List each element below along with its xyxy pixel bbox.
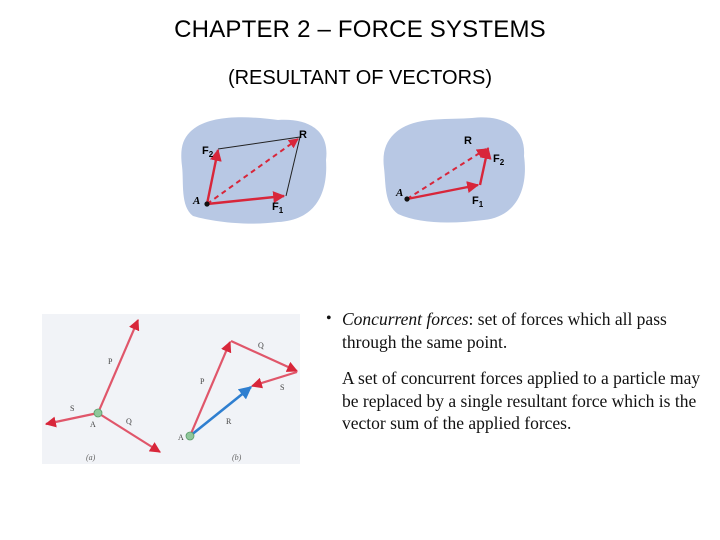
concurrent-forces-figure	[42, 314, 300, 464]
label-r: R	[299, 129, 307, 141]
application-point	[404, 196, 409, 201]
label-a: A	[396, 187, 404, 199]
label-f2: $F_2$	[493, 153, 505, 167]
triangle-rule-figure	[380, 112, 528, 226]
concurrent-forces-text	[326, 308, 706, 435]
figure-panel	[42, 314, 300, 464]
label-a: A	[90, 420, 96, 429]
application-point	[94, 409, 102, 417]
label-q: Q	[126, 417, 132, 426]
label-a: A	[193, 195, 201, 207]
caption-b: (b)	[232, 453, 242, 462]
page-subtitle: (RESULTANT OF VECTORS)	[227, 67, 493, 89]
page-title: CHAPTER 2 – FORCE SYSTEMS	[174, 16, 546, 43]
label-a: A	[178, 433, 184, 442]
label-f1: $F_1$	[472, 195, 484, 209]
term: Concurrent forces	[342, 309, 469, 329]
definition-paragraph	[342, 308, 706, 353]
application-point	[204, 201, 209, 206]
application-point	[186, 432, 194, 440]
explanation-paragraph: A set of concurrent forces applied to a particle may be replaced by a single resultant force which is the vector sum of the applied forces.	[342, 368, 701, 433]
label-f1: $F_1$	[272, 201, 284, 215]
label-f2: $F_2$	[202, 145, 214, 159]
bullet-item	[326, 308, 706, 353]
caption-a: (a)	[86, 453, 96, 462]
label-p: P	[108, 357, 113, 366]
label-p: P	[200, 377, 205, 386]
parallelogram-law-figure	[178, 112, 330, 226]
label-r: R	[464, 135, 472, 147]
label-s: S	[70, 404, 75, 413]
label-s: S	[280, 383, 285, 392]
bullet-marker: •	[326, 310, 332, 327]
label-r: R	[226, 417, 232, 426]
label-q: Q	[258, 341, 264, 350]
definition: : set of forces which all pass through the same point.	[342, 309, 667, 352]
